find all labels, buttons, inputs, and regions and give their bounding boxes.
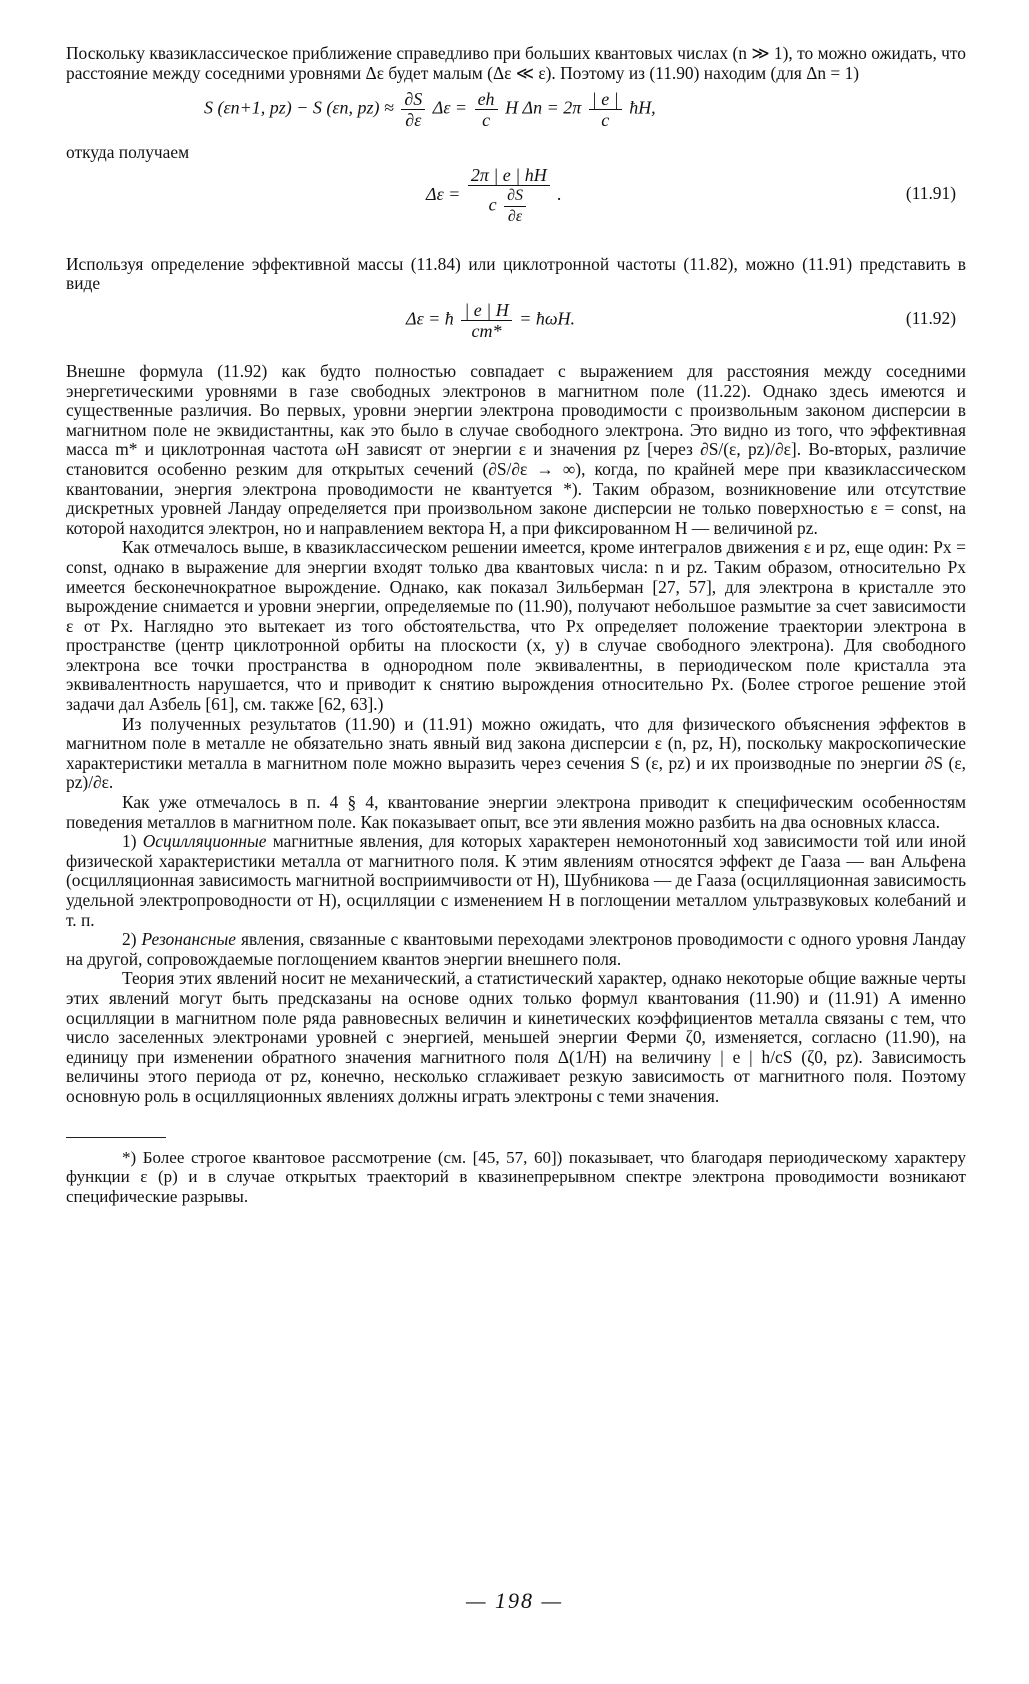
paragraph: Внешне формула (11.92) как будто полностью совпадает с выражением для расстояния между соседними энергетическими уровнями в газе свободных электронов в магнитном поле (11.22). Однако здесь имеются и существенные различия. Во первых, уровни энергии электрона проводимости с произвольным законом дисперсии в магнитном поле не эквидистантны, как это было в случае свободного электрона. Это видно из того, что эффективная масса m* и циклотронная частота ωH зависят от энергии ε и значения pz [через ∂S/(ε, pz)/∂ε]. Во-вторых, различие становится особенно резким для открытых сечений (∂S/∂ε → ∞), когда, по крайней мере при квазиклассическом квантовании, энергия электрона проводимости не квантуется *). Таким образом, возникновение или отсутствие дискретных уровней Ландау определяется при произвольном законе дисперсии не только поверхностью ε = const, на которой находится электрон, но и направлением вектора H, а при фиксированном H — величиной pz.: [66, 360, 966, 538]
paragraph: откуда получаем: [66, 142, 190, 163]
paragraph: Как отмечалось выше, в квазиклассическом решении имеется, кроме интегралов движения ε и pz, еще один: Px = const, однако в выражение для энергии входят только два квантовых числа: n и pz. Таким образом, относительно Px имеется бесконечнократное вырождение. Однако, как показал Зильберман [27, 57], для электрона в кристалле это вырождение снимается и уровни энергии, определяемые по (11.90), получают небольшое размытие за счет зависимости ε от Px. Наглядно это вытекает из того обстоятельства, что Px определяет положение траектории электрона в пространстве (центр циклотронной орбиты на плоскости (x, y) в случае свободного электрона). Для свободного электрона все точки пространства в однородном поле эквивалентны, в периодическом поле кристалла эта эквивалентность нарушается, что и приводит к снятию вырождения относительно Px. (Более строгое решение этой задачи дал Азбель [61], см. также [62, 63].): [66, 537, 966, 715]
footnote: *) Более строгое квантовое рассмотрение (см. [45, 57, 60]) показывает, что благодаря периодическому характеру функции ε (p) и в случае открытых траекторий в квазинепрерывном спектре электрона проводимости возникают специфические разрывы.: [66, 1147, 966, 1206]
page-number: — 198 —: [465, 1588, 564, 1613]
paragraph: Поскольку квазиклассическое приближение справедливо при больших квантовых числах (n ≫ 1), то можно ожидать, что расстояние между соседними уровнями Δε будет малым (Δε ≪ ε). Поэтому из (11.90) находим (для Δn = 1): [66, 43, 966, 83]
equation-11-90-difference: S (εn+1, pz) − S (εn, pz) ≈ $\frac{\partial S}{\partial\varepsilon}$ Δε = $\frac{eh}{c}$ H Δn = 2π $\frac{| e |}{c}$ ħH,: [204, 89, 656, 131]
paragraph: Как уже отмечалось в п. 4 § 4, квантование энергии электрона приводит к специфическим особенностям поведения металлов в магнитном поле. Как показывает опыт, все эти явления можно разбить на два основных класса.: [66, 792, 966, 832]
paragraph: Теория этих явлений носит не механический, а статистический характер, однако некоторые общие важные черты этих явлений могут быть предсказаны на основе одних только формул квантования (11.90) и (11.91) А именно осцилляции в магнитном поле ряда равновесных величин и кинетических коэффициентов металла связаны с тем, что число заселенных электронами уровней с энергией, меньшей энергии Ферми ζ0, изменяется, согласно (11.90), на единицу при изменении обратного значения магнитного поля Δ(1/H) на величину | e | h/cS (ζ0, pz). Зависимость величины этого периода от pz, конечно, несколько сглаживает резкую зависимость от магнитного поля. Поэтому основную роль в осцилляционных явлениях должны играть электроны с теми значения.: [66, 968, 966, 1106]
paragraph: Из полученных результатов (11.90) и (11.91) можно ожидать, что для физического объяснения эффектов в магнитном поле в металле не обязательно знать явный вид закона дисперсии ε (n, pz, H), поскольку макроскопические характеристики металла в магнитном поле можно выразить через сечения S (ε, pz) и их производные по энергии ∂S (ε, pz)/∂ε.: [66, 713, 966, 793]
equation-11-92: Δε = ħ $\frac{| e | H}{cm*}$ = ħωH. (11.92): [406, 299, 956, 341]
paragraph-list-item: 2) Резонансные явления, связанные с квантовыми переходами электронов проводимости с одного уровня Ландау на другой, сопровождаемые поглощением квантов энергии внешнего поля.: [66, 929, 966, 969]
equation-label: (11.91): [905, 182, 956, 203]
footnote-rule: [66, 1137, 166, 1138]
paragraph: Используя определение эффективной массы (11.84) или циклотронной частоты (11.82), можно (11.91) представить в виде: [66, 253, 966, 294]
equation-11-91: Δε = 2π | e | hH c $\frac{\partial S}{\partial\varepsilon}$ . (11.91): [426, 164, 956, 225]
page-body: [66, 44, 966, 1206]
equation-label: (11.92): [905, 307, 956, 328]
paragraph-list-item: 1) Осцилляционные магнитные явления, для которых характерен немонотонный ход зависимости той или иной физической характеристики металла от магнитного поля. К этим явлениям относятся эффект де Гааза — ван Альфена (осцилляционная зависимость магнитной восприимчивости от H), Шубникова — де Гааза (осцилляционная зависимость удельной электропроводности от H), осцилляции с изменением H в поглощении металлом ультразвуковых колебаний и т. п.: [66, 831, 966, 930]
